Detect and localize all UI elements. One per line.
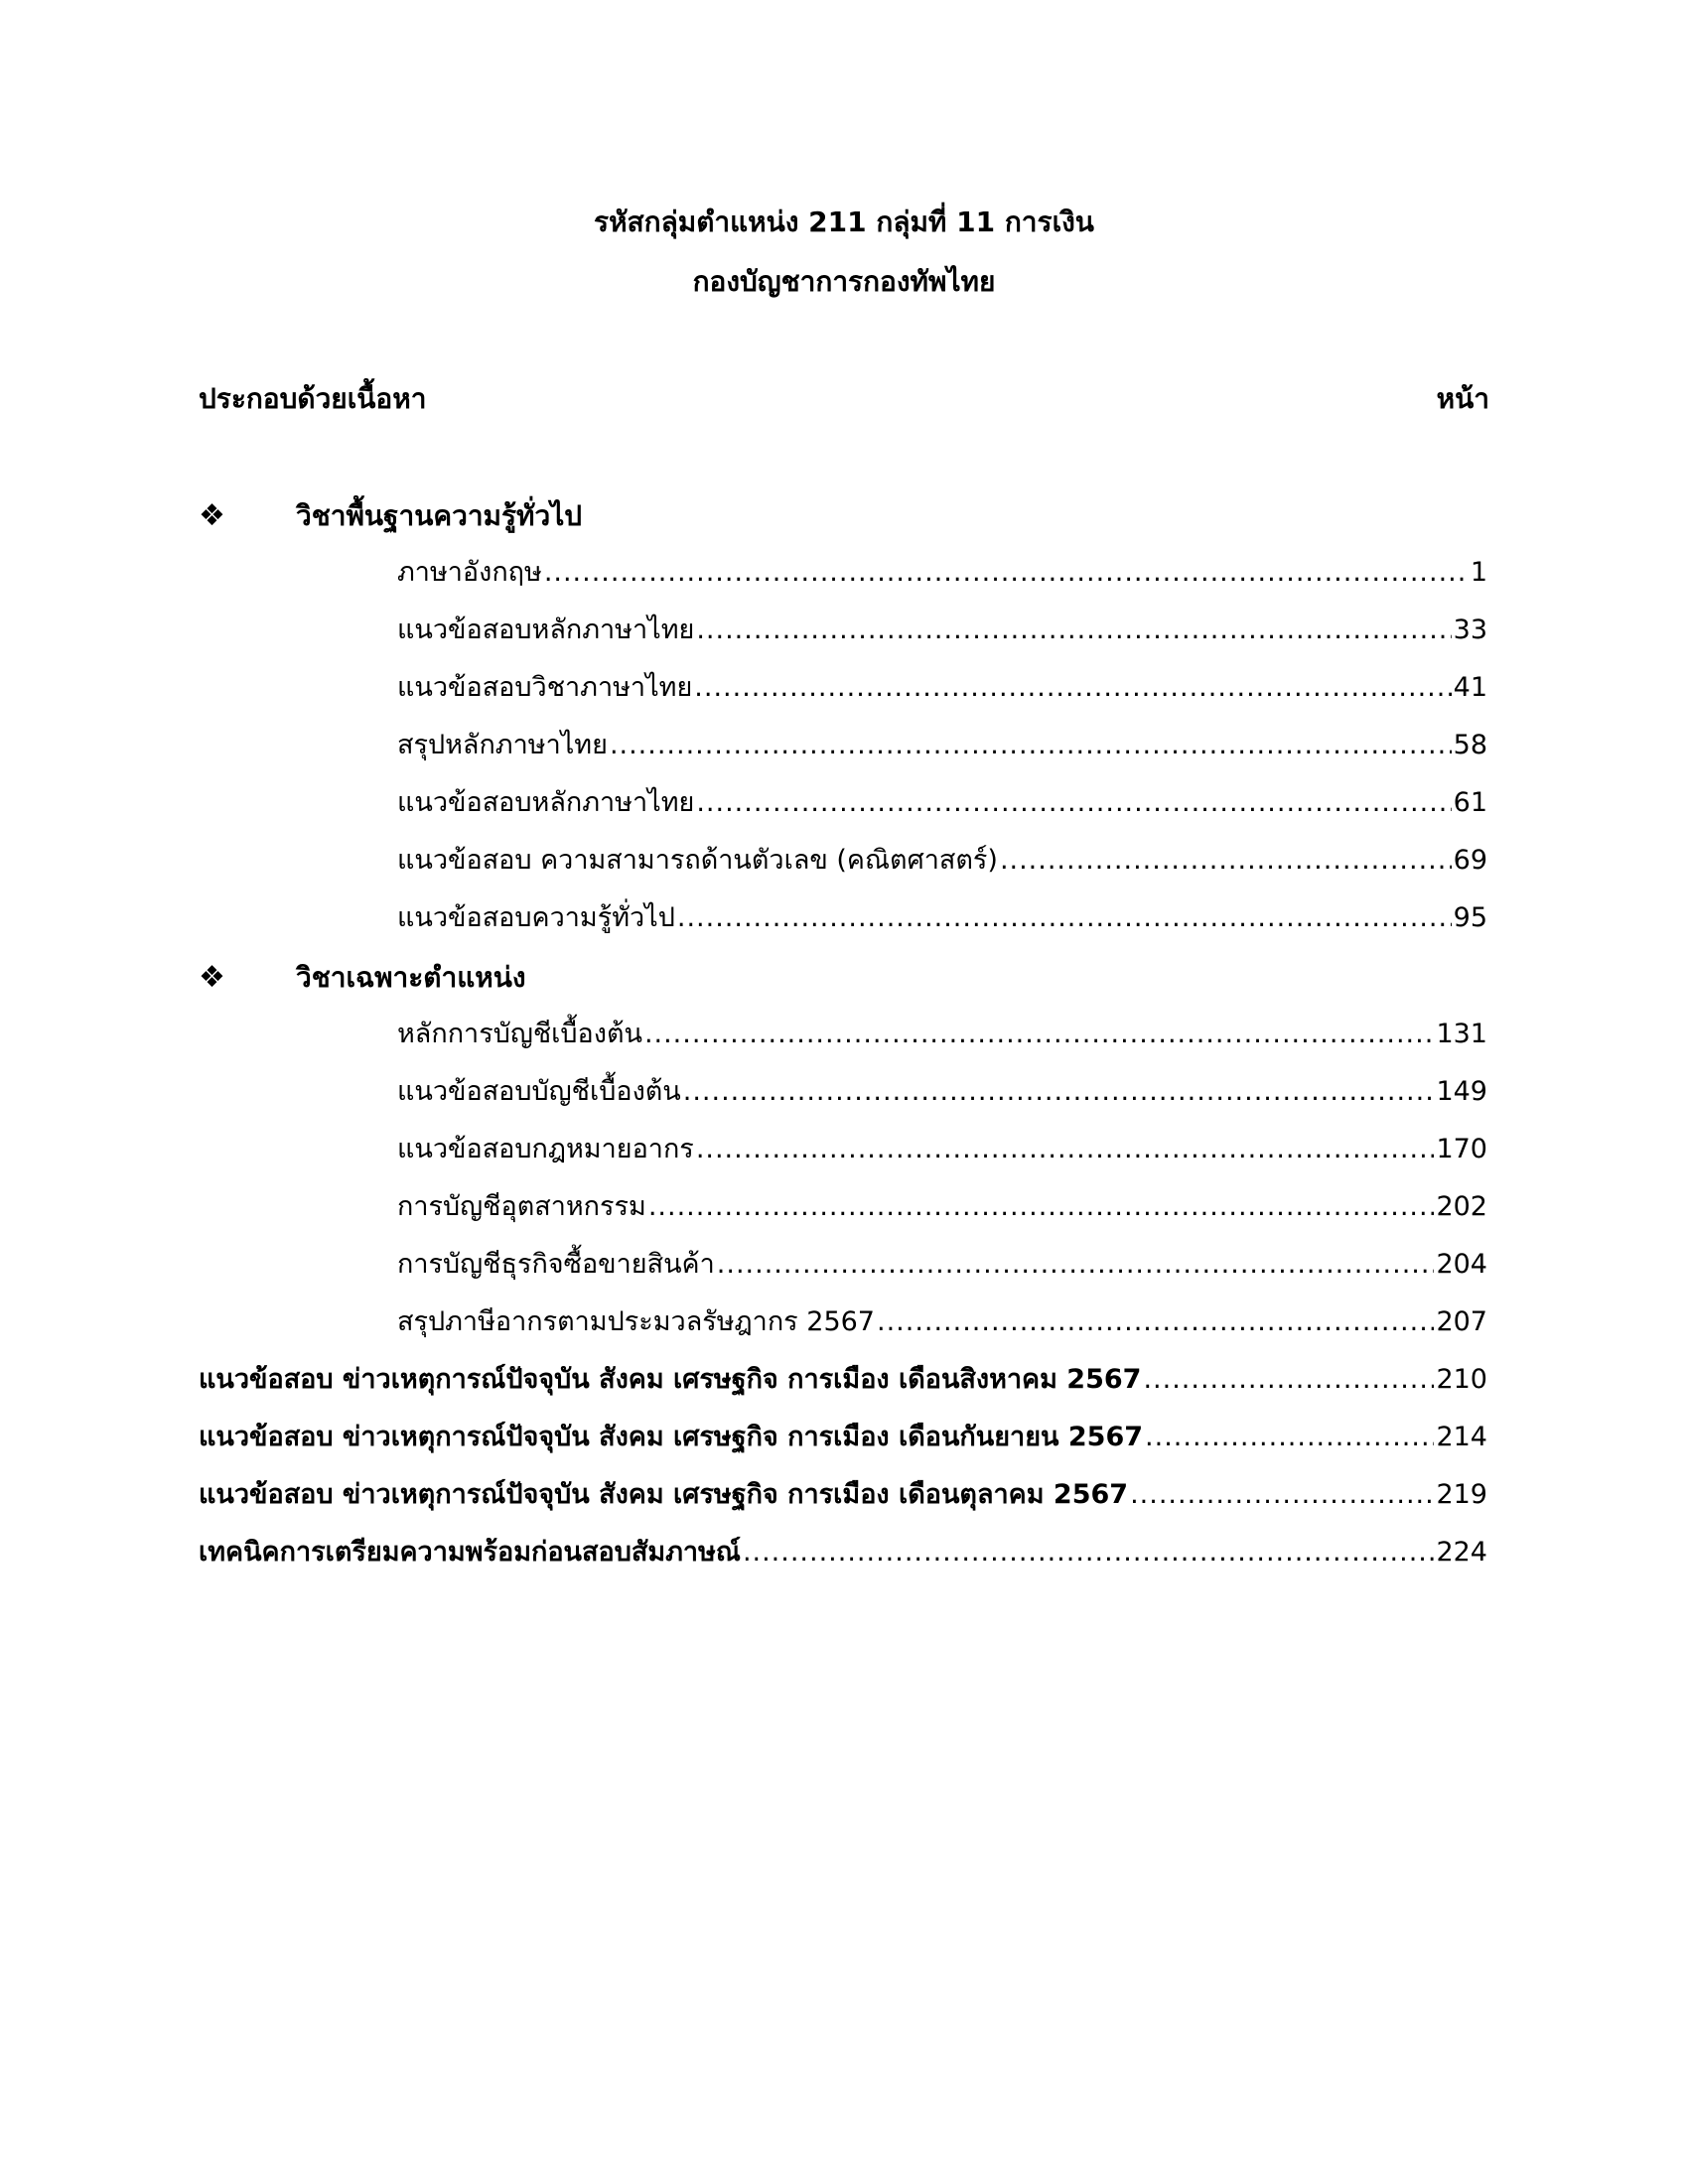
toc-entry [397, 611, 1487, 650]
toc-entry-label: แนวข้อสอบ ข่าวเหตุการณ์ปัจจุบัน สังคม เศรษฐกิจ การเมือง เดือนตุลาคม 2567 [199, 1479, 1129, 1510]
toc-entry-page: 170 [1436, 1134, 1487, 1164]
toc-entry-label: เทคนิคการเตรียมความพร้อมก่อนสอบสัมภาษณ์ [199, 1537, 741, 1568]
toc-entry-page: 219 [1436, 1479, 1487, 1510]
toc-entry-page: 224 [1436, 1537, 1487, 1568]
dot-leader [1000, 841, 1452, 881]
toc-entry [397, 1302, 1487, 1342]
toc-entry-page: 69 [1453, 845, 1487, 876]
toc-entry-label: หลักการบัญชีเบื้องต้น [397, 1019, 642, 1049]
dot-leader [743, 1533, 1435, 1572]
toc-entry [397, 1130, 1487, 1169]
toc-entry-page: 207 [1436, 1306, 1487, 1337]
toc-entry [397, 553, 1487, 593]
toc-entry [397, 898, 1487, 938]
toc-entry [397, 783, 1487, 823]
dot-leader [610, 726, 1452, 765]
toc-entry-label: แนวข้อสอบความรู้ทั่วไป [397, 902, 675, 933]
toc-contents-label: ประกอบด้วยเนื้อหา [199, 382, 427, 415]
toc-entry-label: การบัญชีธุรกิจซื้อขายสินค้า [397, 1249, 715, 1280]
toc-entry [397, 1015, 1487, 1054]
toc-entry-label: แนวข้อสอบกฎหมายอากร [397, 1134, 694, 1164]
dot-leader [1145, 1418, 1434, 1457]
toc-entry-page: 41 [1453, 672, 1487, 703]
dot-leader [696, 783, 1451, 823]
dot-leader [1130, 1475, 1434, 1515]
toc-entry-page: 214 [1436, 1422, 1487, 1452]
toc-entry-page: 58 [1453, 730, 1487, 760]
diamond-bullet-icon: ❖ [199, 960, 225, 995]
section-heading-specific [199, 958, 1489, 998]
dot-leader [696, 1130, 1435, 1169]
toc-entry-page: 1 [1470, 557, 1487, 588]
section-title: วิชาพื้นฐานความรู้ทั่วไป [296, 499, 583, 532]
toc-entry-label: สรุปภาษีอากรตามประมวลรัษฎากร 2567 [397, 1306, 875, 1337]
toc-header [199, 379, 1489, 419]
toc-entry-label: แนวข้อสอบ ความสามารถด้านตัวเลข (คณิตศาสตร์) [397, 845, 998, 876]
section-heading-general [199, 496, 1489, 536]
toc-entry-label: แนวข้อสอบบัญชีเบื้องต้น [397, 1076, 681, 1107]
dot-leader [877, 1302, 1434, 1342]
toc-page-label: หน้า [1436, 382, 1489, 415]
toc-entry-label: การบัญชีอุตสาหกรรม [397, 1191, 646, 1222]
toc-entry-page: 202 [1436, 1191, 1487, 1222]
toc-entry-label: แนวข้อสอบหลักภาษาไทย [397, 787, 695, 818]
toc-entry-label: แนวข้อสอบ ข่าวเหตุการณ์ปัจจุบัน สังคม เศรษฐกิจ การเมือง เดือนสิงหาคม 2567 [199, 1364, 1142, 1395]
toc-entry-label: แนวข้อสอบ ข่าวเหตุการณ์ปัจจุบัน สังคม เศรษฐกิจ การเมือง เดือนกันยายน 2567 [199, 1422, 1144, 1452]
dot-leader [683, 1072, 1435, 1112]
toc-entry [397, 726, 1487, 765]
dot-leader [1143, 1360, 1434, 1400]
toc-entry-label: ภาษาอังกฤษ [397, 557, 542, 588]
toc-entry-page: 204 [1436, 1249, 1487, 1280]
toc-entry [397, 668, 1487, 708]
toc-main-entry [199, 1533, 1487, 1572]
toc-entry-label: สรุปหลักภาษาไทย [397, 730, 608, 760]
document-subtitle: กองบัญชาการกองทัพไทย [692, 265, 996, 298]
toc-entry [397, 1072, 1487, 1112]
toc-entry-page: 61 [1453, 787, 1487, 818]
dot-leader [696, 611, 1451, 650]
toc-entry-page: 95 [1453, 902, 1487, 933]
toc-main-entry [199, 1475, 1487, 1515]
toc-entry-label: แนวข้อสอบหลักภาษาไทย [397, 614, 695, 645]
toc-entry-page: 210 [1436, 1364, 1487, 1395]
toc-entry [397, 1245, 1487, 1285]
toc-entry-page: 33 [1453, 614, 1487, 645]
dot-leader [717, 1245, 1435, 1285]
dot-leader [544, 553, 1469, 593]
toc-main-entry [199, 1418, 1487, 1457]
document-title: รหัสกลุ่มตำแหน่ง 211 กลุ่มที่ 11 การเงิน [594, 205, 1094, 238]
toc-entry-label: แนวข้อสอบวิชาภาษาไทย [397, 672, 693, 703]
dot-leader [677, 898, 1452, 938]
toc-entry-page: 131 [1436, 1019, 1487, 1049]
toc-entry-page: 149 [1436, 1076, 1487, 1107]
toc-entry [397, 1187, 1487, 1227]
dot-leader [694, 668, 1451, 708]
dot-leader [648, 1187, 1435, 1227]
toc-main-entry [199, 1360, 1487, 1400]
toc-entry [397, 841, 1487, 881]
diamond-bullet-icon: ❖ [199, 498, 225, 533]
section-title: วิชาเฉพาะตำแหน่ง [296, 961, 526, 994]
dot-leader [644, 1015, 1435, 1054]
